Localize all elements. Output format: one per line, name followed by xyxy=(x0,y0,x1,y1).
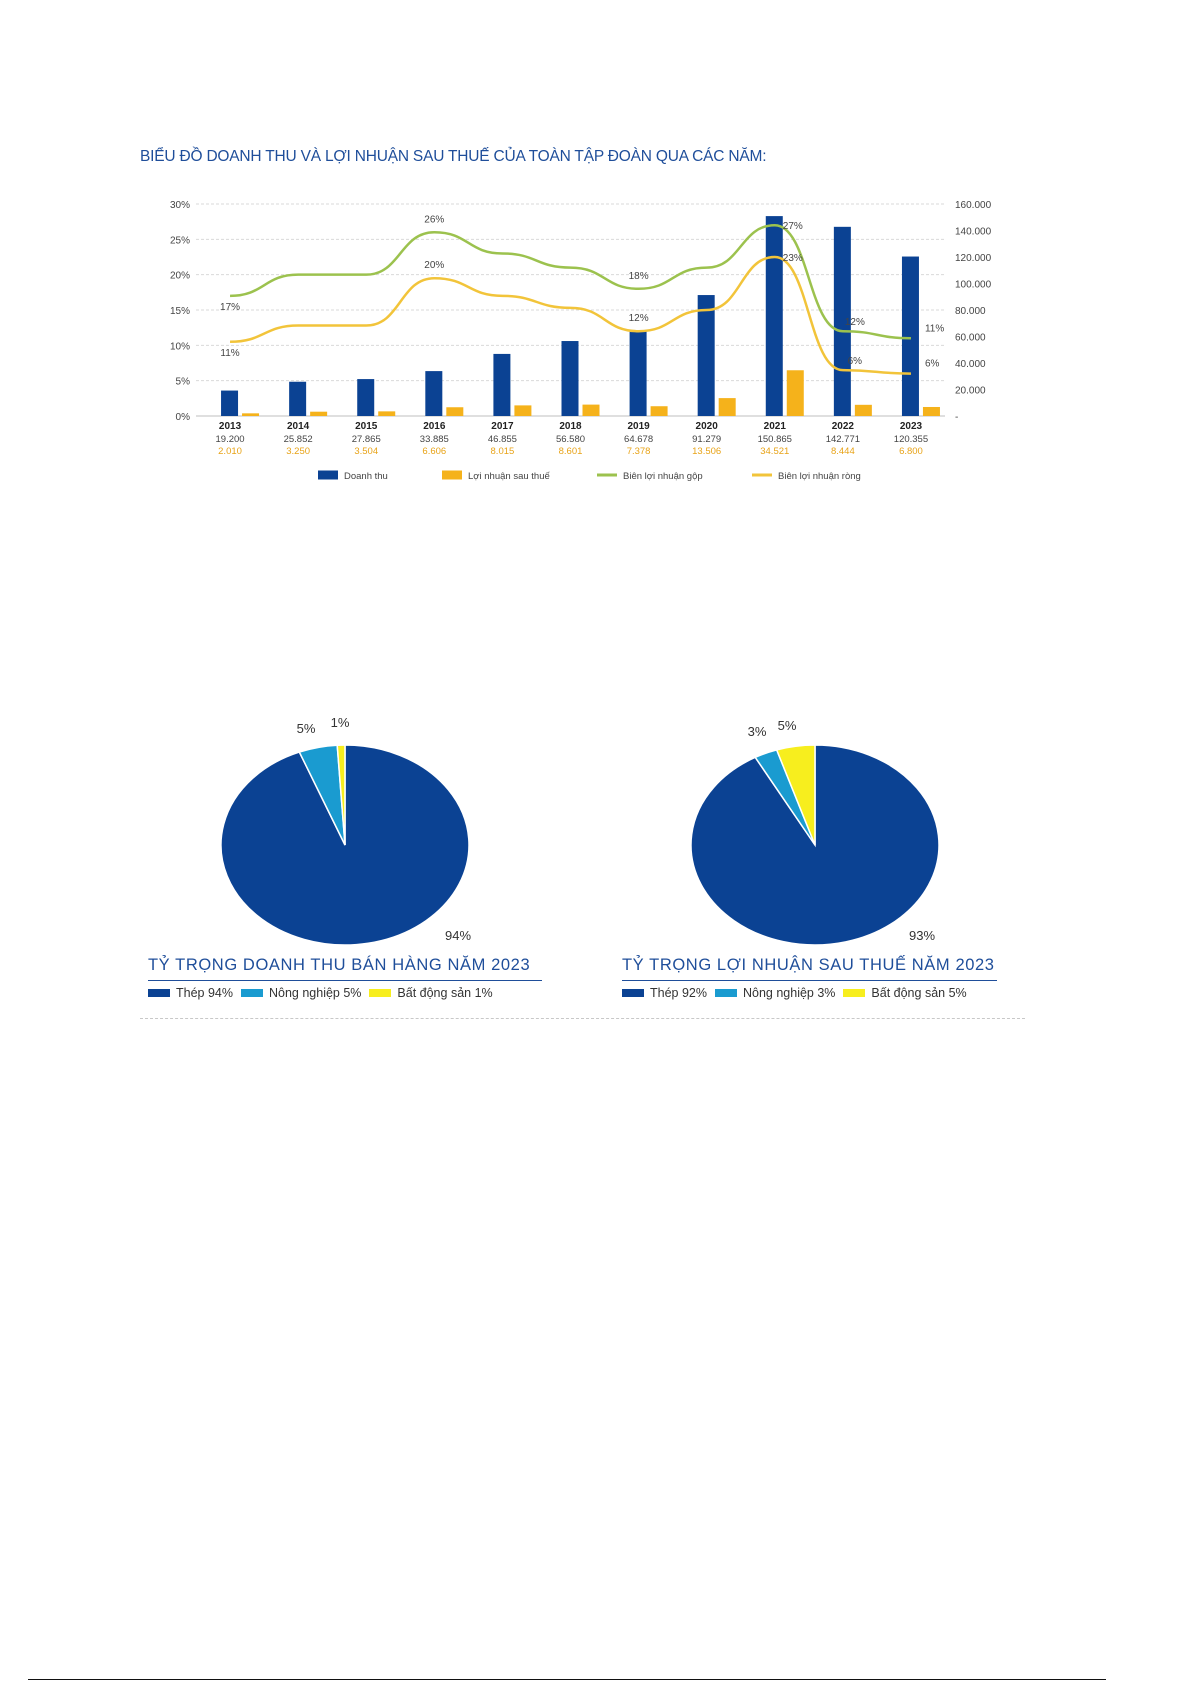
right-axis-tick-label: 40.000 xyxy=(955,359,986,370)
revenue-data-label: 150.865 xyxy=(757,434,792,445)
x-tick-label: 2013 xyxy=(218,421,242,432)
legend-swatch-net-margin xyxy=(752,474,772,477)
net-margin-line-point-label: 20% xyxy=(424,260,445,272)
legend-label: Bất động sản 1% xyxy=(397,986,493,1000)
right-axis-tick-label: - xyxy=(955,412,959,423)
profit-data-label: 3.250 xyxy=(286,446,311,457)
right-axis-tick-label: 20.000 xyxy=(955,385,986,397)
legend-swatch-steel xyxy=(622,989,644,997)
page-title: BIỂU ĐỒ DOANH THU VÀ LỢI NHUẬN SAU THUẾ CỦA TOÀN TẬP ĐOÀN QUA CÁC NĂM: xyxy=(140,148,767,165)
revenue-data-label: 25.852 xyxy=(283,434,313,445)
profit-bar xyxy=(651,406,668,416)
gross-margin-line-point-label: 11% xyxy=(924,323,945,335)
profit-data-label: 2.010 xyxy=(218,446,242,457)
gross-margin-line-point-label: 12% xyxy=(844,317,865,329)
profit-bar xyxy=(514,405,531,416)
gross-margin-line-point-label: 17% xyxy=(220,301,241,313)
left-axis-tick-label: 30% xyxy=(169,200,190,211)
profit-pie-title: TỶ TRỌNG LỢI NHUẬN SAU THUẾ NĂM 2023 xyxy=(622,956,995,974)
revenue-data-label: 142.771 xyxy=(825,434,861,445)
x-tick-label: 2020 xyxy=(695,421,718,432)
net-margin-line-point-label: 23% xyxy=(782,253,803,264)
revenue-bar xyxy=(493,354,510,416)
profit-bar xyxy=(855,405,872,416)
revenue-bar xyxy=(562,341,579,416)
x-tick-label: 2022 xyxy=(831,421,854,432)
net-margin-line-point-label: 12% xyxy=(628,313,649,325)
profit-bar xyxy=(310,412,327,416)
revenue-pie-title-rule xyxy=(148,980,542,981)
legend-item-steel xyxy=(148,986,233,1000)
legend-swatch-agriculture xyxy=(715,989,737,997)
revenue-data-label: 19.200 xyxy=(215,434,245,445)
revenue-bar xyxy=(630,330,647,416)
legend-label-net-margin: Biên lợi nhuận ròng xyxy=(778,471,861,482)
profit-data-label: 8.601 xyxy=(558,446,583,457)
revenue-bar xyxy=(425,371,442,416)
x-tick-label: 2021 xyxy=(763,421,786,432)
profit-share-pie-chart xyxy=(670,718,970,965)
legend-label: Thép 92% xyxy=(650,986,707,1000)
revenue-data-label: 27.865 xyxy=(351,434,381,445)
legend-label-revenue: Doanh thu xyxy=(344,471,388,482)
gross-margin-line-point-label: 18% xyxy=(628,270,649,282)
pie-slice-label-agriculture: 3% xyxy=(747,724,767,739)
profit-data-label: 13.506 xyxy=(692,446,722,457)
revenue-data-label: 120.355 xyxy=(893,434,929,445)
x-tick-label: 2018 xyxy=(559,421,582,432)
profit-bar xyxy=(787,370,804,416)
revenue-pie-legend xyxy=(148,986,501,1000)
legend-swatch-revenue xyxy=(318,471,338,480)
gross-margin-line xyxy=(230,225,911,338)
profit-data-label: 6.800 xyxy=(899,446,923,457)
revenue-bar xyxy=(357,379,374,416)
left-axis-tick-label: 20% xyxy=(169,270,190,282)
profit-data-label: 34.521 xyxy=(760,446,790,457)
profit-data-label: 8.015 xyxy=(490,446,515,457)
gross-margin-line-point-label: 26% xyxy=(424,214,445,226)
revenue-profit-combo-chart xyxy=(0,0,1192,500)
legend-swatch-steel xyxy=(148,989,170,997)
left-axis-tick-label: 5% xyxy=(175,376,190,388)
revenue-data-label: 91.279 xyxy=(692,434,722,445)
legend-swatch-real-estate xyxy=(369,989,391,997)
pie-slice-label-agriculture: 5% xyxy=(296,721,316,736)
page-footer-rule xyxy=(28,1679,1106,1680)
legend-swatch-real-estate xyxy=(843,989,865,997)
profit-data-label: 3.504 xyxy=(354,446,379,457)
revenue-pie-title: TỶ TRỌNG DOANH THU BÁN HÀNG NĂM 2023 xyxy=(148,956,531,974)
revenue-bar xyxy=(766,216,783,416)
profit-bar xyxy=(242,413,259,416)
profit-bar xyxy=(378,411,395,416)
profit-bar xyxy=(446,407,463,416)
left-axis-tick-label: 10% xyxy=(169,341,190,353)
legend-item-steel xyxy=(622,986,707,1000)
net-margin-line-point-label: 11% xyxy=(220,347,240,359)
legend-item-agriculture xyxy=(715,986,835,1000)
x-tick-label: 2023 xyxy=(899,421,923,432)
profit-data-label: 8.444 xyxy=(830,446,855,457)
profit-bar xyxy=(923,407,940,416)
x-tick-label: 2015 xyxy=(355,421,378,432)
revenue-data-label: 64.678 xyxy=(624,434,654,445)
x-tick-label: 2017 xyxy=(491,421,514,432)
profit-data-label: 7.378 xyxy=(626,446,651,457)
revenue-share-pie-chart xyxy=(200,715,500,965)
left-axis-tick-label: 0% xyxy=(175,412,190,423)
x-tick-label: 2019 xyxy=(627,421,650,432)
legend-swatch-profit xyxy=(442,471,462,480)
net-margin-line-point-label: 6% xyxy=(847,356,863,368)
legend-label: Nông nghiệp 3% xyxy=(742,986,836,1000)
pie-slice-label-real-estate: 5% xyxy=(777,718,797,733)
right-axis-tick-label: 60.000 xyxy=(955,332,986,344)
legend-item-agriculture xyxy=(241,986,361,1000)
right-axis-tick-label: 140.000 xyxy=(955,226,992,238)
revenue-data-label: 33.885 xyxy=(419,434,449,445)
x-tick-label: 2014 xyxy=(287,421,310,432)
left-axis-tick-label: 15% xyxy=(169,306,190,317)
left-axis-tick-label: 25% xyxy=(169,235,190,247)
right-axis-tick-label: 120.000 xyxy=(955,253,992,264)
pie-slice-label-steel: 94% xyxy=(444,928,472,943)
section-divider xyxy=(140,1018,1025,1019)
legend-item-real-estate xyxy=(843,986,966,1000)
profit-pie-title-rule xyxy=(622,980,997,981)
profit-bar xyxy=(719,398,736,416)
legend-label: Thép 94% xyxy=(176,986,233,1000)
gross-margin-line-point-label: 27% xyxy=(782,221,803,233)
profit-data-label: 6.606 xyxy=(422,446,447,457)
right-axis-tick-label: 160.000 xyxy=(955,200,992,211)
right-axis-tick-label: 100.000 xyxy=(955,279,992,291)
revenue-data-label: 56.580 xyxy=(555,434,586,445)
revenue-bar xyxy=(902,257,919,416)
revenue-bar xyxy=(289,382,306,416)
legend-label-gross-margin: Biên lợi nhuận gộp xyxy=(623,471,703,482)
x-tick-label: 2016 xyxy=(423,421,446,432)
revenue-bar xyxy=(698,295,715,416)
revenue-bar xyxy=(221,391,238,416)
legend-swatch-agriculture xyxy=(241,989,263,997)
legend-label-profit: Lợi nhuận sau thuế xyxy=(468,471,550,482)
legend-item-real-estate xyxy=(369,986,492,1000)
net-margin-line-point-label: 6% xyxy=(924,358,940,370)
pie-slice-label-real-estate: 1% xyxy=(330,715,350,730)
legend-label: Bất động sản 5% xyxy=(871,986,967,1000)
profit-bar xyxy=(583,405,600,416)
revenue-data-label: 46.855 xyxy=(487,434,517,445)
profit-pie-legend xyxy=(622,986,975,1000)
right-axis-tick-label: 80.000 xyxy=(955,306,986,317)
legend-label: Nông nghiệp 5% xyxy=(268,986,362,1000)
pie-slice-label-steel: 93% xyxy=(908,928,936,943)
legend-swatch-gross-margin xyxy=(597,474,617,477)
